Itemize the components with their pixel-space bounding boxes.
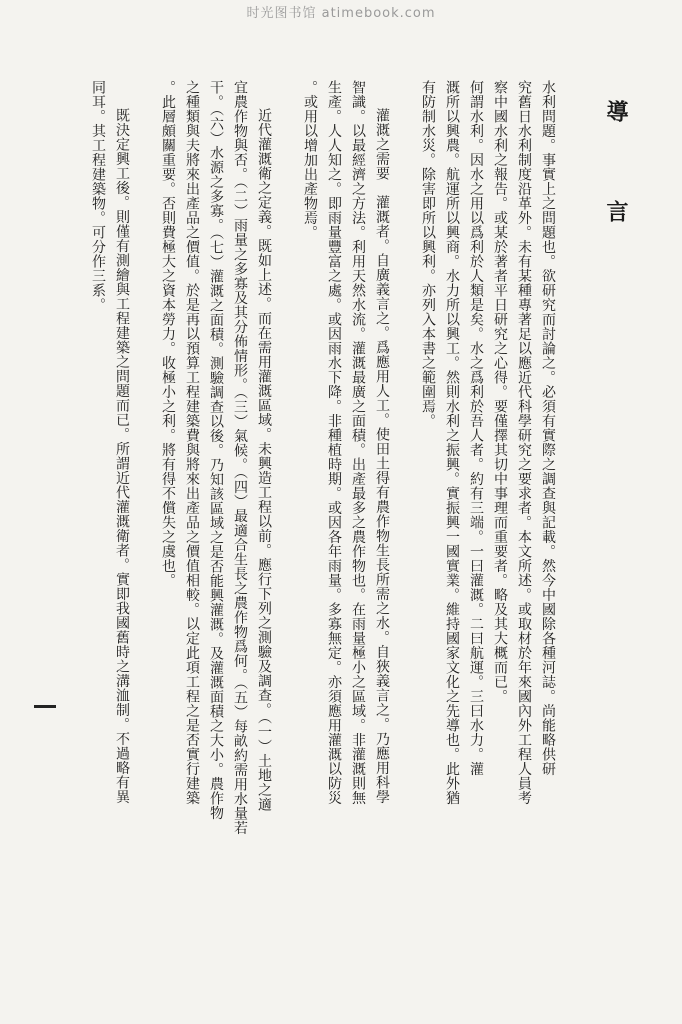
text-column: 干。（六）水源之多寡。（七）灌溉之面積。測驗調查以後。乃知該區域之是否能興灌溉。及灌溉面積之大小。農作物 xyxy=(208,80,224,820)
text-column: 灌溉之需要 灌溉者。自廣義言之。爲應用人工。使田土得有農作物生長所需之水。自狹義言之。乃應用科學 xyxy=(374,108,390,804)
text-column: 溉所以興農。航運所以興商。水力所以興工。然則水利之振興。實振興一國實業。維持國家文化之先導也。此外猶 xyxy=(444,80,460,805)
text-column: 既決定興工後。則僅有測繪與工程建築之問題而已。所謂近代灌溉衛者。實即我國舊時之溝洫制。不過略有異 xyxy=(114,108,130,804)
watermark-text: 时光图书馆 atimebook.com xyxy=(246,6,436,21)
text-column: 。此層頗關重要。否則費極大之資本勞力。收極小之利。將有得不償失之虞也。 xyxy=(160,80,176,588)
text-column: 有防制水災。除害即所以興利。亦列入本書之範圍焉。 xyxy=(420,80,436,428)
text-column: 智識。以最經濟之方法。利用天然水流。灌溉最廣之面積。出產最多之農作物也。在雨量極小之區域。非灌溉則無 xyxy=(350,80,366,805)
text-column: 水利問題。事實上之問題也。欲研究而討論之。必須有實際之調查與記載。然今中國除各種河誌。尚能略供研 xyxy=(540,80,556,776)
text-column: 何謂水利。因水之用以爲利於人類是矣。水之爲利於吾人者。約有三端。一曰灌溉。二曰航運。三曰水力。灌 xyxy=(468,80,484,776)
page-title: 導 言 xyxy=(603,100,629,250)
page-number xyxy=(34,705,56,708)
text-column: 。或用以增加出產物焉。 xyxy=(302,80,318,240)
text-column: 之種類與夫將來出產品之價值。於是再以預算工程建築費與將來出產品之價值相較。以定此項工程之是否實行建築 xyxy=(184,80,200,805)
text-column: 宜農作物與否。（二）雨量之多寡及其分佈情形。（三）氣候。（四）最適合生長之農作物爲何。（五）每畝約需用水量若 xyxy=(232,80,248,835)
text-column: 同耳。其工程建築物。可分作三系。 xyxy=(90,80,106,312)
text-column: 近代灌溉衛之定義。既如上述。而在需用灌溉區域。未興造工程以前。應行下列之測驗及調查。（一）土地之適 xyxy=(256,108,272,812)
text-column: 察中國水利之報告。或某於著者平日研究之心得。要僅擇其切中事理而重要者。略及其大概而已。 xyxy=(492,80,508,704)
text-column: 生產。人人知之。即雨量豐富之處。或因雨水下降。非種植時期。或因各年雨量。多寡無定。亦須應用灌溉以防災 xyxy=(326,80,342,805)
text-column: 究舊日水利制度沿革外。未有某種專著足以應近代科學研究之要求者。本文所述。或取材於年來國內外工程人員考 xyxy=(516,80,532,805)
document-page xyxy=(86,80,632,910)
